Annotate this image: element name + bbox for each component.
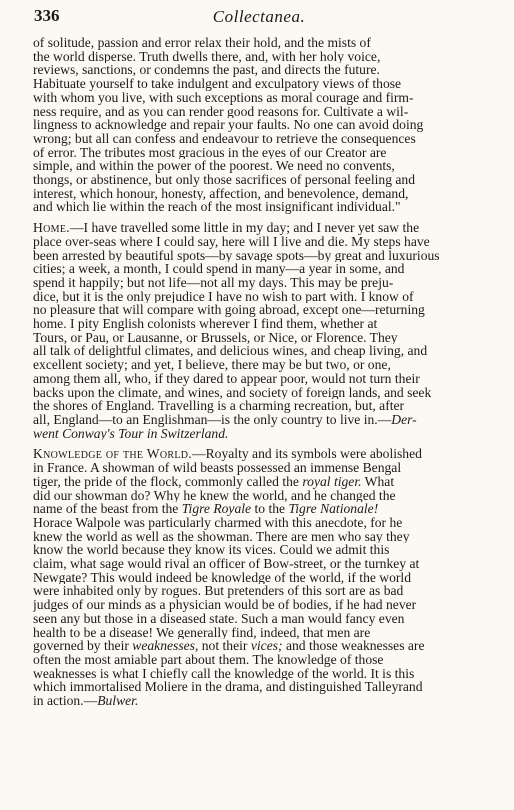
text-line: reviews, sanctions, or condemns the past, and directs the future.: [33, 63, 380, 78]
text-line: Knowledge of the World.—Royalty and its symbols were abolished: [33, 447, 422, 462]
text-line: knew the world as well as the showman. There are men who say they: [33, 529, 410, 544]
text-line: place over-seas where I could say, here will I live and die. My steps have: [33, 234, 430, 249]
text-line: cities; a week, a month, I could spend in many—a year in some, and: [33, 262, 405, 276]
running-title: Collectanea.: [212, 7, 306, 26]
text-line: often the most amiable part about them. The knowledge of those: [33, 652, 384, 667]
text-line: wrong; but all can confess and endeavour to retrieve the consequences: [33, 131, 416, 146]
section-heading-home: Home.: [33, 221, 70, 235]
text-line: tiger, the pride of the flock, commonly called the royal tiger. What: [33, 474, 395, 489]
paragraph-knowledge-of-the-world: [33, 447, 494, 707]
text-line: thongs, or abstinence, but only those sacrifices of personal feeling and: [33, 173, 416, 187]
italic-phrase: royal tiger.: [302, 474, 362, 489]
source-attribution: went Conway's Tour in Switzerland.: [33, 426, 229, 441]
text-line: were inhabited only by rogues. But pretenders of this sort are as bad: [33, 584, 404, 599]
italic-phrase: vices;: [250, 639, 283, 653]
text-line: health to be a disease! We generally find, indeed, that men are: [33, 625, 371, 640]
text-line: of solitude, passion and error relax their hold, and the mists of: [33, 36, 371, 50]
text-line: ness require, and as you can render good reasons for. Cultivate a wil-: [33, 104, 409, 119]
text-line: Home.—I have travelled some little in my day; and I never yet saw the: [33, 221, 420, 235]
text-line: weaknesses is what I chiefly call the knowledge of the world. It is this: [33, 666, 415, 681]
page-header: [34, 6, 484, 32]
text-line: been arrested by beautiful spots—by savage spots—by great and luxurious: [33, 248, 440, 263]
text-line: the shores of England. Travelling is a charming recreation, but, after: [33, 399, 405, 413]
paragraph-solitude: [33, 36, 494, 214]
text-line: all talk of delightful climates, and delicious wines, and cheap living, and: [33, 344, 428, 359]
text-line: seen any but those in a diseased state. Such a man would fancy even: [33, 611, 405, 626]
text-line: all, England—to an Englishman—is the only country to live in.—Der-: [33, 412, 417, 427]
text-line: lingness to acknowledge and repair your faults. No one can avoid doing: [33, 118, 424, 132]
text-line: in France. A showman of wild beasts possessed an immense Bengal: [33, 461, 402, 475]
text-line: spend it happily; but not life—not all my days. This may be preju-: [33, 275, 394, 290]
text-line: Habituate yourself to take indulgent and exculpatory views of those: [33, 77, 402, 91]
section-heading-knowledge: Knowledge of the World.: [33, 447, 192, 462]
page-number: 336: [34, 6, 60, 25]
text-line: claim, what sage would rival an officer of Bow-street, or the turnkey at: [33, 557, 420, 571]
text-line: governed by their weaknesses, not their vices; and those weaknesses are: [33, 639, 425, 653]
text-line: backs upon the climate, and wines, and society of foreign lands, and seek: [33, 385, 432, 400]
text-line: know the world because they know its vices. Could we admit this: [33, 543, 390, 558]
text-line: Newgate? This would indeed be knowledge of the world, if the world: [33, 570, 412, 585]
text-line: Horace Walpole was particularly charmed with this anecdote, for he: [33, 515, 403, 530]
italic-phrase: Tigre Royale: [181, 502, 252, 516]
source-attribution: Der-: [391, 412, 417, 427]
italic-phrase: Tigre Nationale!: [288, 502, 379, 516]
text-line: simple, and within the power of the poorest. We need no convents,: [33, 159, 395, 174]
text-line: did our showman do? Why he knew the world, and he changed the: [33, 488, 396, 503]
text-line: name of the beast from the Tigre Royale to the Tigre Nationale!: [33, 502, 379, 516]
text-line: judges of our minds as a physician would be of bodies, if he had never: [33, 598, 417, 612]
text-line: the world disperse. Truth dwells there, and, with her holy voice,: [33, 49, 381, 64]
text-line: with whom you live, with such exceptions as moral courage and firm-: [33, 90, 414, 105]
page-body: [33, 36, 494, 708]
text-line: in action.—Bulwer.: [33, 694, 139, 708]
source-attribution: Bulwer.: [97, 694, 139, 708]
paragraph-home: [33, 221, 494, 440]
text-line: and which lie within the reach of the most insignificant individual.": [33, 200, 401, 215]
text-line: no pleasure that will compare with going abroad, except one—returning: [33, 303, 425, 318]
text-line: interest, which honour, honesty, affection, and benevolence, demand,: [33, 186, 409, 201]
text-line: among them all, who, if they dared to appear poor, would not turn their: [33, 371, 420, 386]
italic-phrase: weaknesses,: [132, 639, 199, 653]
text-line: Tours, or Pau, or Lausanne, or Brussels, or Nice, or Florence. They: [33, 330, 398, 345]
text-line: dice, but it is the only prejudice I have no wish to part with. I know of: [33, 289, 414, 304]
text-line: of error. The tributes most gracious in the eyes of our Creator are: [33, 145, 387, 160]
text-line: home. I pity English colonists wherever I find them, whether at: [33, 317, 378, 331]
text-line: which immortalised Moliere in the drama, and distinguished Talleyrand: [33, 680, 423, 695]
text-line: excellent society; and yet, I believe, there may be but two, or one,: [33, 358, 391, 372]
